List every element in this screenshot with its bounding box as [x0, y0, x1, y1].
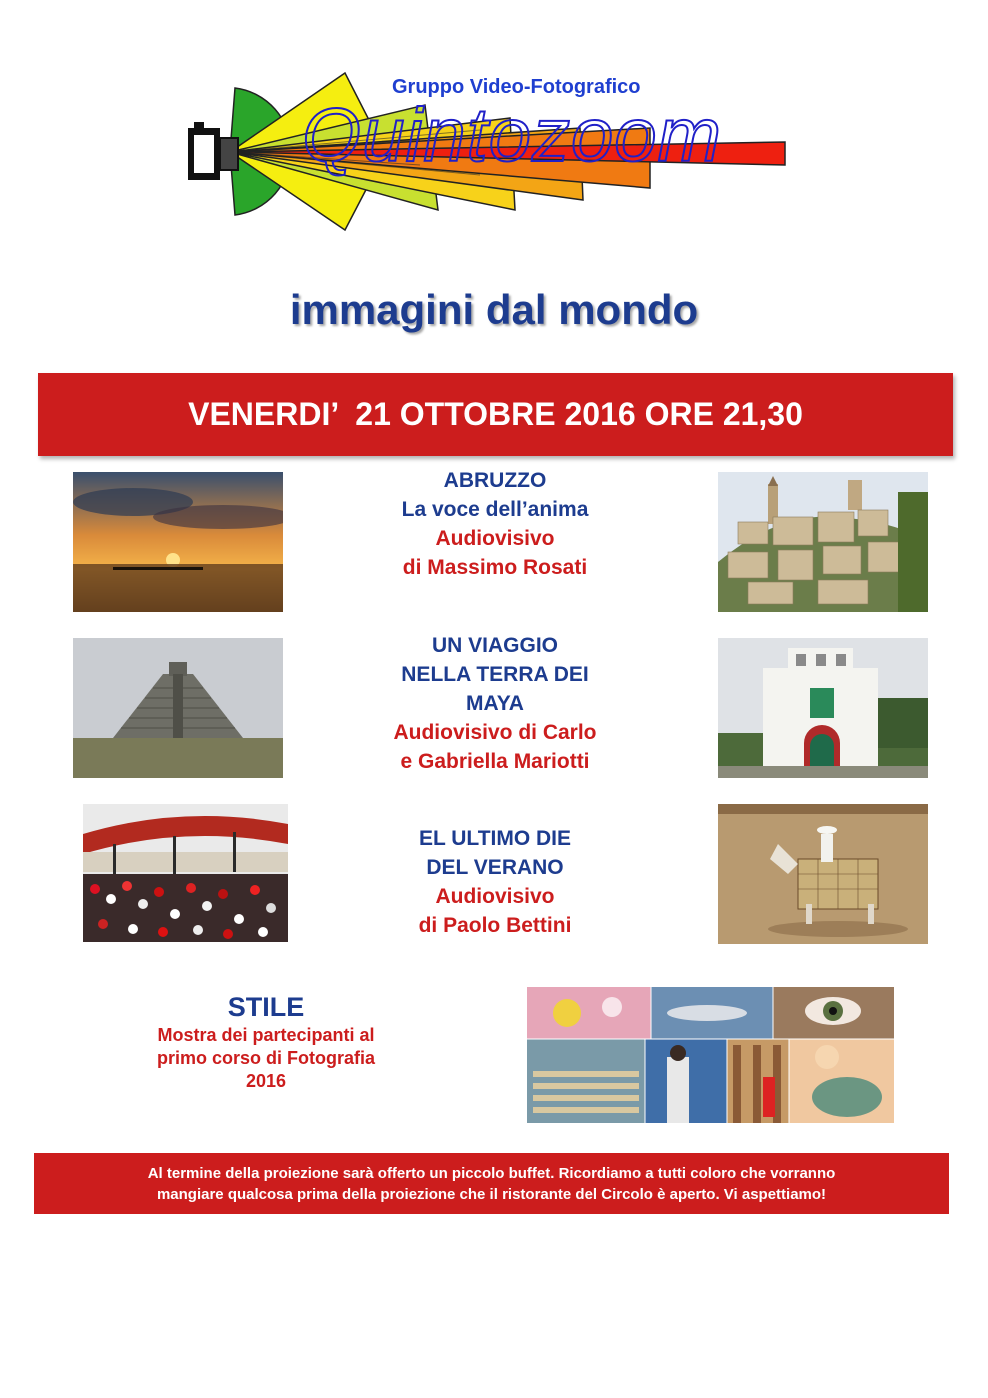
event-3-title-line-1: EL ULTIMO DIE [418, 827, 572, 850]
event-2-text [330, 631, 660, 776]
event-1-title-line-1: ABRUZZO [443, 469, 547, 492]
event-2-title-line-3: MAYA [466, 692, 524, 715]
event-3-credit-line-1: Audiovisivo [435, 885, 555, 908]
event-2-title-line-1: UN VIAGGIO [431, 634, 558, 657]
event-2-photo-right-church [718, 638, 928, 778]
exhibition-photo-collage [527, 987, 894, 1123]
event-1-credit-line-2: di Massimo Rosati [402, 556, 588, 579]
event-3-text [330, 824, 660, 940]
event-3-photo-left-stadium-crowd [83, 804, 288, 942]
date-banner [38, 373, 953, 456]
exhibition-desc-line-1: Mostra dei partecipanti al [157, 1025, 375, 1045]
event-2-photo-left-pyramid [73, 638, 283, 778]
event-1-text [330, 466, 660, 582]
event-3-credit-line-2: di Paolo Bettini [418, 914, 572, 937]
footer-line-2: mangiare qualcosa prima della proiezione che il ristorante del Circolo è aperto. Vi aspettiamo! [156, 1185, 827, 1203]
exhibition-title: STILE [227, 992, 305, 1022]
event-3-photo-right-horse-arena [718, 804, 928, 944]
exhibition-description [86, 1024, 446, 1093]
footer-line-1: Al termine della proiezione sarà offerto un piccolo buffet. Ricordiamo a tutti coloro che vorranno [147, 1164, 836, 1182]
event-2-credit-line-1: Audiovisivo di Carlo [393, 721, 597, 744]
footer-banner [34, 1153, 949, 1214]
event-1-photo-right-hill-town [718, 472, 928, 612]
event-1-photo-left-sunset [73, 472, 283, 612]
brand-name: Quintozoom [302, 93, 722, 178]
event-2-credit-line-2: e Gabriella Mariotti [400, 750, 590, 773]
exhibition-desc-line-2: primo corso di Fotografia [156, 1048, 375, 1068]
event-2-title-line-2: NELLA TERRA DEI [401, 663, 589, 686]
event-1-credit-line-1: Audiovisivo [435, 527, 555, 550]
date-banner-text: VENERDI’ 21 OTTOBRE 2016 ORE 21,30 [188, 396, 803, 432]
exhibition-desc-line-3: 2016 [245, 1071, 287, 1091]
event-3-title-line-2: DEL VERANO [426, 856, 564, 879]
group-name: Gruppo Video-Fotografico [392, 76, 641, 98]
event-1-title-line-2: La voce dell’anima [401, 498, 589, 521]
main-title: immagini dal mondo [289, 286, 699, 333]
